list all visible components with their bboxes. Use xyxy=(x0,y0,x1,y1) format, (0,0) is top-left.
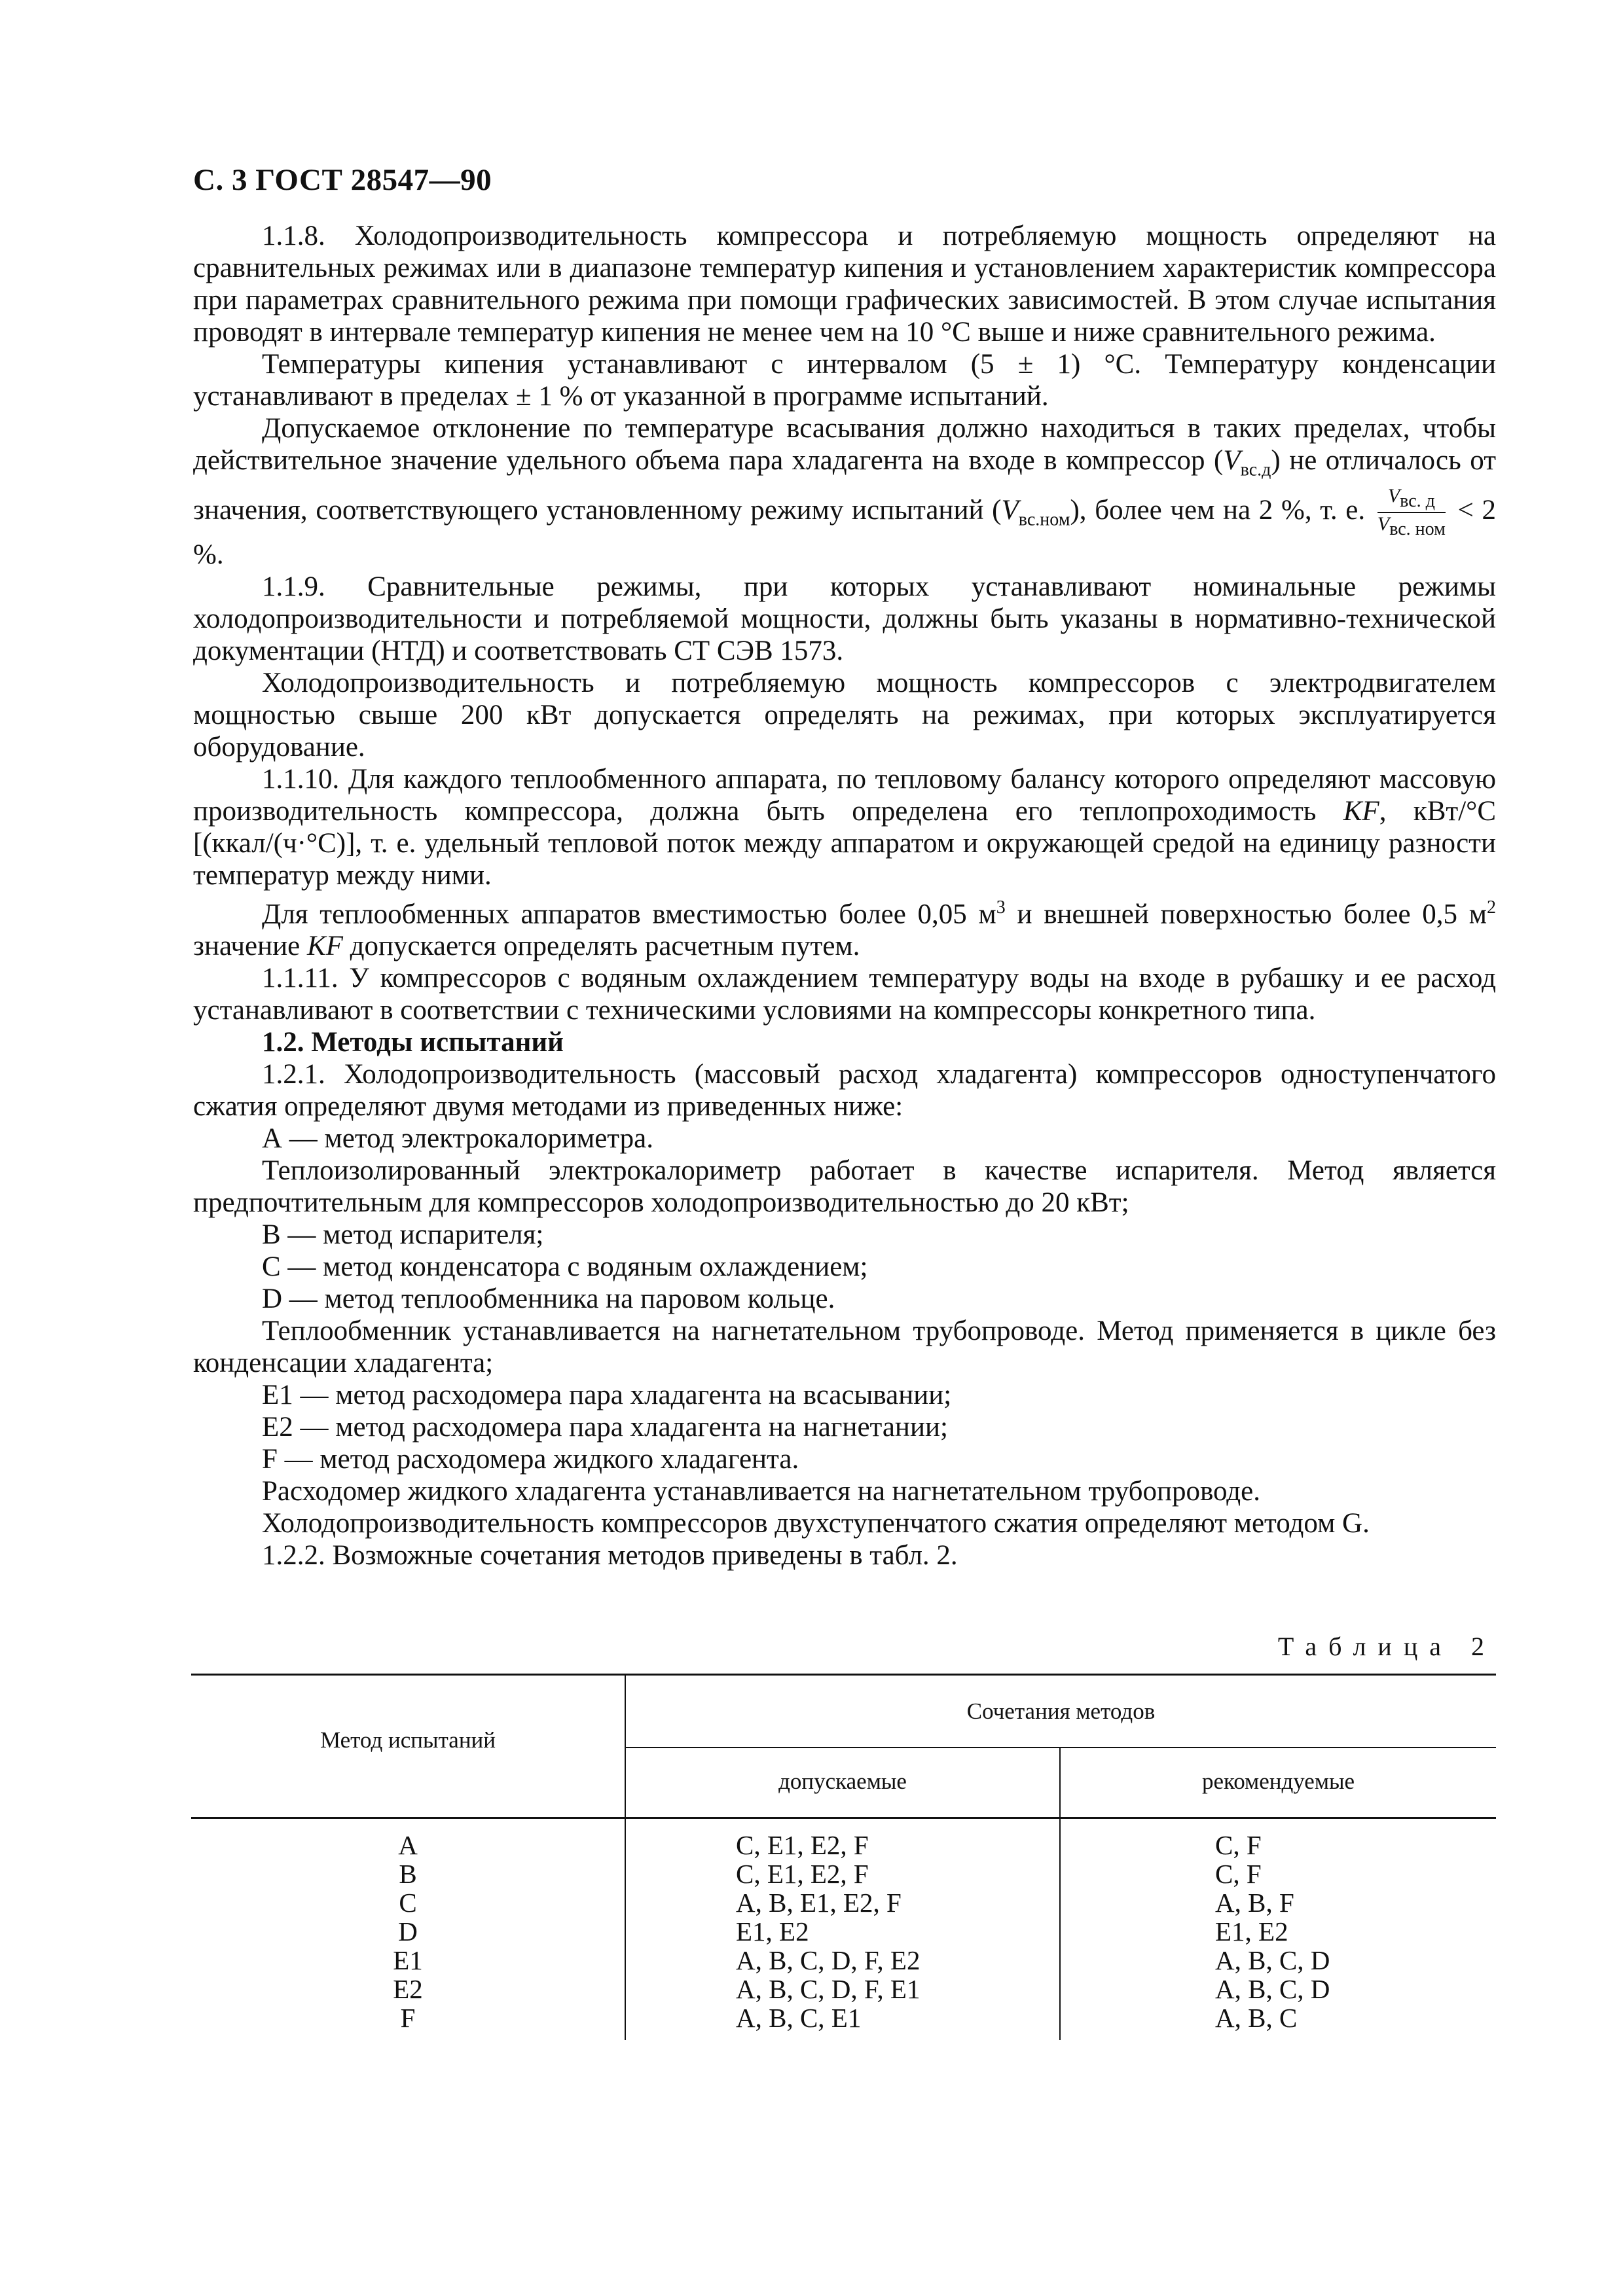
kf-symbol: KF xyxy=(1343,795,1379,827)
body-text xyxy=(193,220,1496,1571)
var-v: V xyxy=(1223,445,1241,476)
text-run: ), более чем на 2 %, т. е. xyxy=(1070,494,1366,526)
paragraph-1-2-2: 1.2.2. Возможные сочетания методов приведены в табл. 2. xyxy=(262,1539,958,1571)
method-e2: Е2 — метод расходомера пара хладагента на нагнетании; xyxy=(262,1411,948,1443)
text-run: ) не отличалось от значения, соответствующего установленному режиму испытаний ( xyxy=(193,445,1496,526)
cell-method: E2 xyxy=(393,1974,423,2004)
cell-recommended: A, B, F xyxy=(1215,1888,1294,1918)
paragraph-1-1-11: 1.1.11. У компрессоров с водяным охлаждением температуру воды на входе в рубашку и ее расход устанавливают в соответствии с техническими условиями на компрессоры конкретного типа. xyxy=(193,962,1496,1026)
col-header-recommended: рекомендуемые xyxy=(1201,1768,1355,1794)
text-run: Допускаемое отклонение по температуре всасывания должно находиться в таких пределах, чтобы действительное значение удельного объема пара хладагента на входе в компрессор ( xyxy=(193,413,1496,476)
table-top-rule xyxy=(191,1674,1496,1676)
cell-method: C xyxy=(399,1888,417,1918)
paragraph-boiling-temps: Температуры кипения устанавливают с интервалом (5 ± 1) °С. Температуру конденсации устанавливают в пределах ± 1 % от указанной в программе испытаний. xyxy=(193,349,1496,412)
page-header: С. 3 ГОСТ 28547—90 xyxy=(193,163,492,197)
cell-method: E1 xyxy=(393,1945,423,1975)
table-header-rule xyxy=(191,1817,1496,1819)
var-v: V xyxy=(1387,484,1400,507)
text-run: и внешней поверхностью более 0,5 м xyxy=(1005,898,1487,929)
paragraph-1-2-1: 1.2.1. Холодопроизводительность (массовый расход хладагента) компрессоров одноступенчатого сжатия определяют двумя методами из приведенных ниже: xyxy=(193,1058,1496,1122)
table-divider-1 xyxy=(625,1674,626,2040)
paragraph-1-1-8: 1.1.8. Холодопроизводительность компрессора и потребляемую мощность определяют на сравнительных режимах или в диапазоне температур кипения и установлением характеристик компрессора при параметрах сравнительного режима при помощи графических зависимостей. В этом случае испытания проводят в интервале температур кипения не менее чем на 10 °С выше и ниже сравнительного режима. xyxy=(193,221,1496,348)
cell-allowed: E1, E2 xyxy=(736,1916,809,1946)
column-recommended xyxy=(1215,1831,1330,2032)
method-d: D — метод теплообменника на паровом кольце. xyxy=(262,1283,835,1314)
text-run: < 2 %. xyxy=(193,494,1497,570)
cell-allowed: A, B, C, D, F, E2 xyxy=(736,1945,921,1975)
cell-recommended: A, B, C xyxy=(1215,2003,1298,2033)
method-e1: Е1 — метод расходомера пара хладагента на всасывании; xyxy=(262,1379,952,1410)
text-run: значение xyxy=(193,930,301,961)
superscript: 2 xyxy=(1487,897,1496,918)
cell-method: A xyxy=(398,1830,418,1860)
var-v: V xyxy=(1001,494,1019,526)
col-header-method: Метод испытаний xyxy=(319,1727,496,1753)
subscript: вс. ном xyxy=(1389,518,1446,539)
paragraph-1-1-9: 1.1.9. Сравнительные режимы, при которых устанавливают номинальные режимы холодопроизводительности и потребляемой мощности, должны быть указаны в нормативно-технической документации (НТД) и соответствовать СТ СЭВ 1573. xyxy=(193,571,1496,666)
paragraph-motor-power: Холодопроизводительность и потребляемую мощность компрессоров с электродвигателем мощностью свыше 200 кВт допускается определять на режимах, при которых эксплуатируется оборудование. xyxy=(193,667,1496,762)
section-heading-1-2: 1.2. Методы испытаний xyxy=(262,1026,564,1058)
cell-allowed: A, B, C, E1 xyxy=(736,2003,862,2033)
method-c: С — метод конденсатора с водяным охлаждением; xyxy=(262,1251,868,1282)
cell-recommended: A, B, C, D xyxy=(1215,1974,1330,2004)
method-f: F — метод расходомера жидкого хладагента. xyxy=(262,1443,799,1475)
fraction xyxy=(1377,486,1446,539)
fraction-denominator xyxy=(1377,513,1446,539)
var-v: V xyxy=(1377,512,1390,535)
paragraph-flowmeter-note: Расходомер жидкого хладагента устанавливается на нагнетательном трубопроводе. xyxy=(262,1475,1260,1507)
methods-table xyxy=(191,1674,1496,2040)
subscript-vs-d: вс.д xyxy=(1240,459,1271,480)
cell-allowed: A, B, E1, E2, F xyxy=(736,1888,902,1918)
cell-allowed: C, E1, E2, F xyxy=(736,1859,869,1889)
col-header-allowed: допускаемые xyxy=(778,1768,907,1794)
paragraph-suction-deviation xyxy=(193,412,1496,571)
paragraph-calorimeter: Теплоизолированный электрокалориметр работает в качестве испарителя. Метод является предпочтительным для компрессоров холодопроизводительностью до 20 кВт; xyxy=(193,1155,1496,1218)
method-b: В — метод испарителя; xyxy=(262,1219,544,1250)
table-title: Таблица 2 xyxy=(1277,1632,1496,1661)
method-a: А — метод электрокалориметра. xyxy=(262,1122,653,1154)
paragraph-1-1-10 xyxy=(193,763,1496,891)
superscript: 3 xyxy=(996,897,1006,918)
cell-recommended: C, F xyxy=(1215,1830,1262,1860)
table-group-rule xyxy=(626,1747,1496,1748)
column-method xyxy=(191,1831,625,2032)
subscript-vs-nom: вс.ном xyxy=(1018,509,1070,530)
cell-method: D xyxy=(398,1916,418,1946)
text-run: , кВт/°С [(ккал/(ч·°С)], т. е. удельный тепловой поток между аппаратом и окружающей средой на единицу разности температур между ними. xyxy=(193,795,1497,891)
paragraph-heat-exchangers xyxy=(193,891,1496,962)
cell-method: F xyxy=(400,2003,416,2033)
cell-recommended: C, F xyxy=(1215,1859,1262,1889)
kf-symbol: KF xyxy=(306,930,343,961)
paragraph-two-stage: Холодопроизводительность компрессоров двухступенчатого сжатия определяют методом G. xyxy=(262,1507,1370,1539)
fraction-numerator xyxy=(1377,486,1446,513)
group-header-combinations: Сочетания методов xyxy=(966,1698,1156,1724)
cell-recommended: A, B, C, D xyxy=(1215,1945,1330,1975)
cell-allowed: C, E1, E2, F xyxy=(736,1830,869,1860)
cell-recommended: E1, E2 xyxy=(1215,1916,1288,1946)
cell-method: B xyxy=(399,1859,417,1889)
text-run: Для теплообменных аппаратов вместимостью более 0,05 м xyxy=(262,898,996,929)
column-allowed xyxy=(736,1831,920,2032)
cell-allowed: A, B, C, D, F, E1 xyxy=(736,1974,921,2004)
paragraph-heat-exchanger-note: Теплообменник устанавливается на нагнетательном трубопроводе. Метод применяется в цикле без конденсации хладагента; xyxy=(193,1315,1496,1378)
text-run: 1.1.10. Для каждого теплообменного аппарата, по тепловому балансу которого определяют массовую производительность компрессора, должна быть определена его теплопроходимость xyxy=(193,763,1496,827)
text-run: допускается определять расчетным путем. xyxy=(342,930,860,961)
subscript: вс. д xyxy=(1400,490,1435,511)
